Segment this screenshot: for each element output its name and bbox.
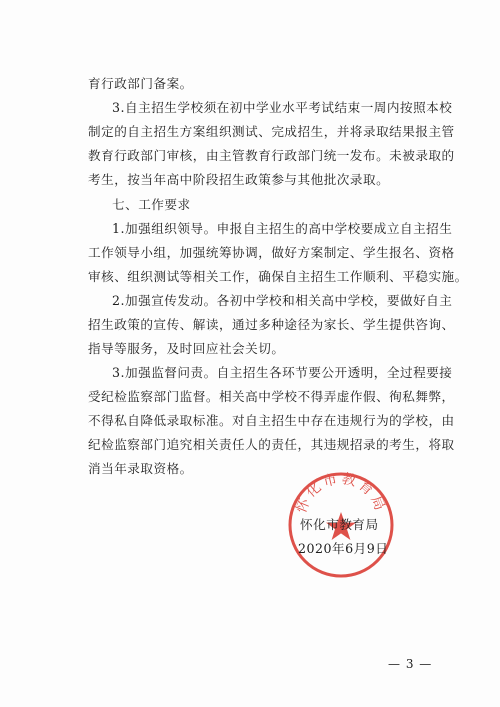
requirement-item-1 <box>88 217 468 289</box>
text-line: 消当年录取资格。 <box>88 461 193 476</box>
text-line: 3.自主招生学校须在初中学业水平考试结束一周内按照本校 <box>112 100 453 115</box>
text-line: 制定的自主招生方案组织测试、完成招生，并将录取结果报主管 <box>88 124 455 139</box>
text-line: 受纪检监察部门监督。相关高中学校不得弄虚作假、徇私舞弊， <box>88 389 455 404</box>
text-line: 招生政策的宣传、解读，通过多种途径为家长、学生提供咨询、 <box>88 317 455 332</box>
text-line: 1.加强组织领导。申报自主招生的高中学校要成立自主招生 <box>112 221 453 236</box>
text-line: 教育行政部门审核，由主管教育行政部门统一发布。未被录取的 <box>88 148 455 163</box>
text-line: 考生，按当年高中阶段招生政策参与其他批次录取。 <box>88 172 390 187</box>
text-line: 2.加强宣传发动。各初中学校和相关高中学校，要做好自主 <box>112 293 453 308</box>
paragraph-continued <box>88 72 418 96</box>
text-line: 不得私自降低录取标准。对自主招生中存在违规行为的学校，由 <box>88 413 455 428</box>
section-heading: 七、工作要求 <box>112 197 191 212</box>
text-line: 审核、组织测试等相关工作，确保自主招生工作顺利、平稳实施。 <box>88 269 468 284</box>
signature-date: 2020年6月9日 <box>298 541 389 556</box>
paragraph-item-3 <box>88 96 455 192</box>
requirement-item-3 <box>88 361 455 481</box>
text-line: 3.加强监督问责。自主招生各环节要公开透明，全过程要接 <box>112 365 453 380</box>
svg-text:怀化市教育局: 怀化市教育局 <box>293 470 389 516</box>
text-line: 指导等服务，及时回应社会关切。 <box>88 341 285 356</box>
text-line: 育行政部门备案。 <box>88 76 193 91</box>
page-number: — 3 — <box>388 657 433 671</box>
text-line: 工作领导小组，加强统筹协调，做好方案制定、学生报名、资格 <box>88 245 455 260</box>
requirement-item-2 <box>88 289 455 361</box>
text-line: 纪检监察部门追究相关责任人的责任，其违规招录的考生，将取 <box>88 437 455 452</box>
signature-organization: 怀化市教育局 <box>300 517 379 532</box>
